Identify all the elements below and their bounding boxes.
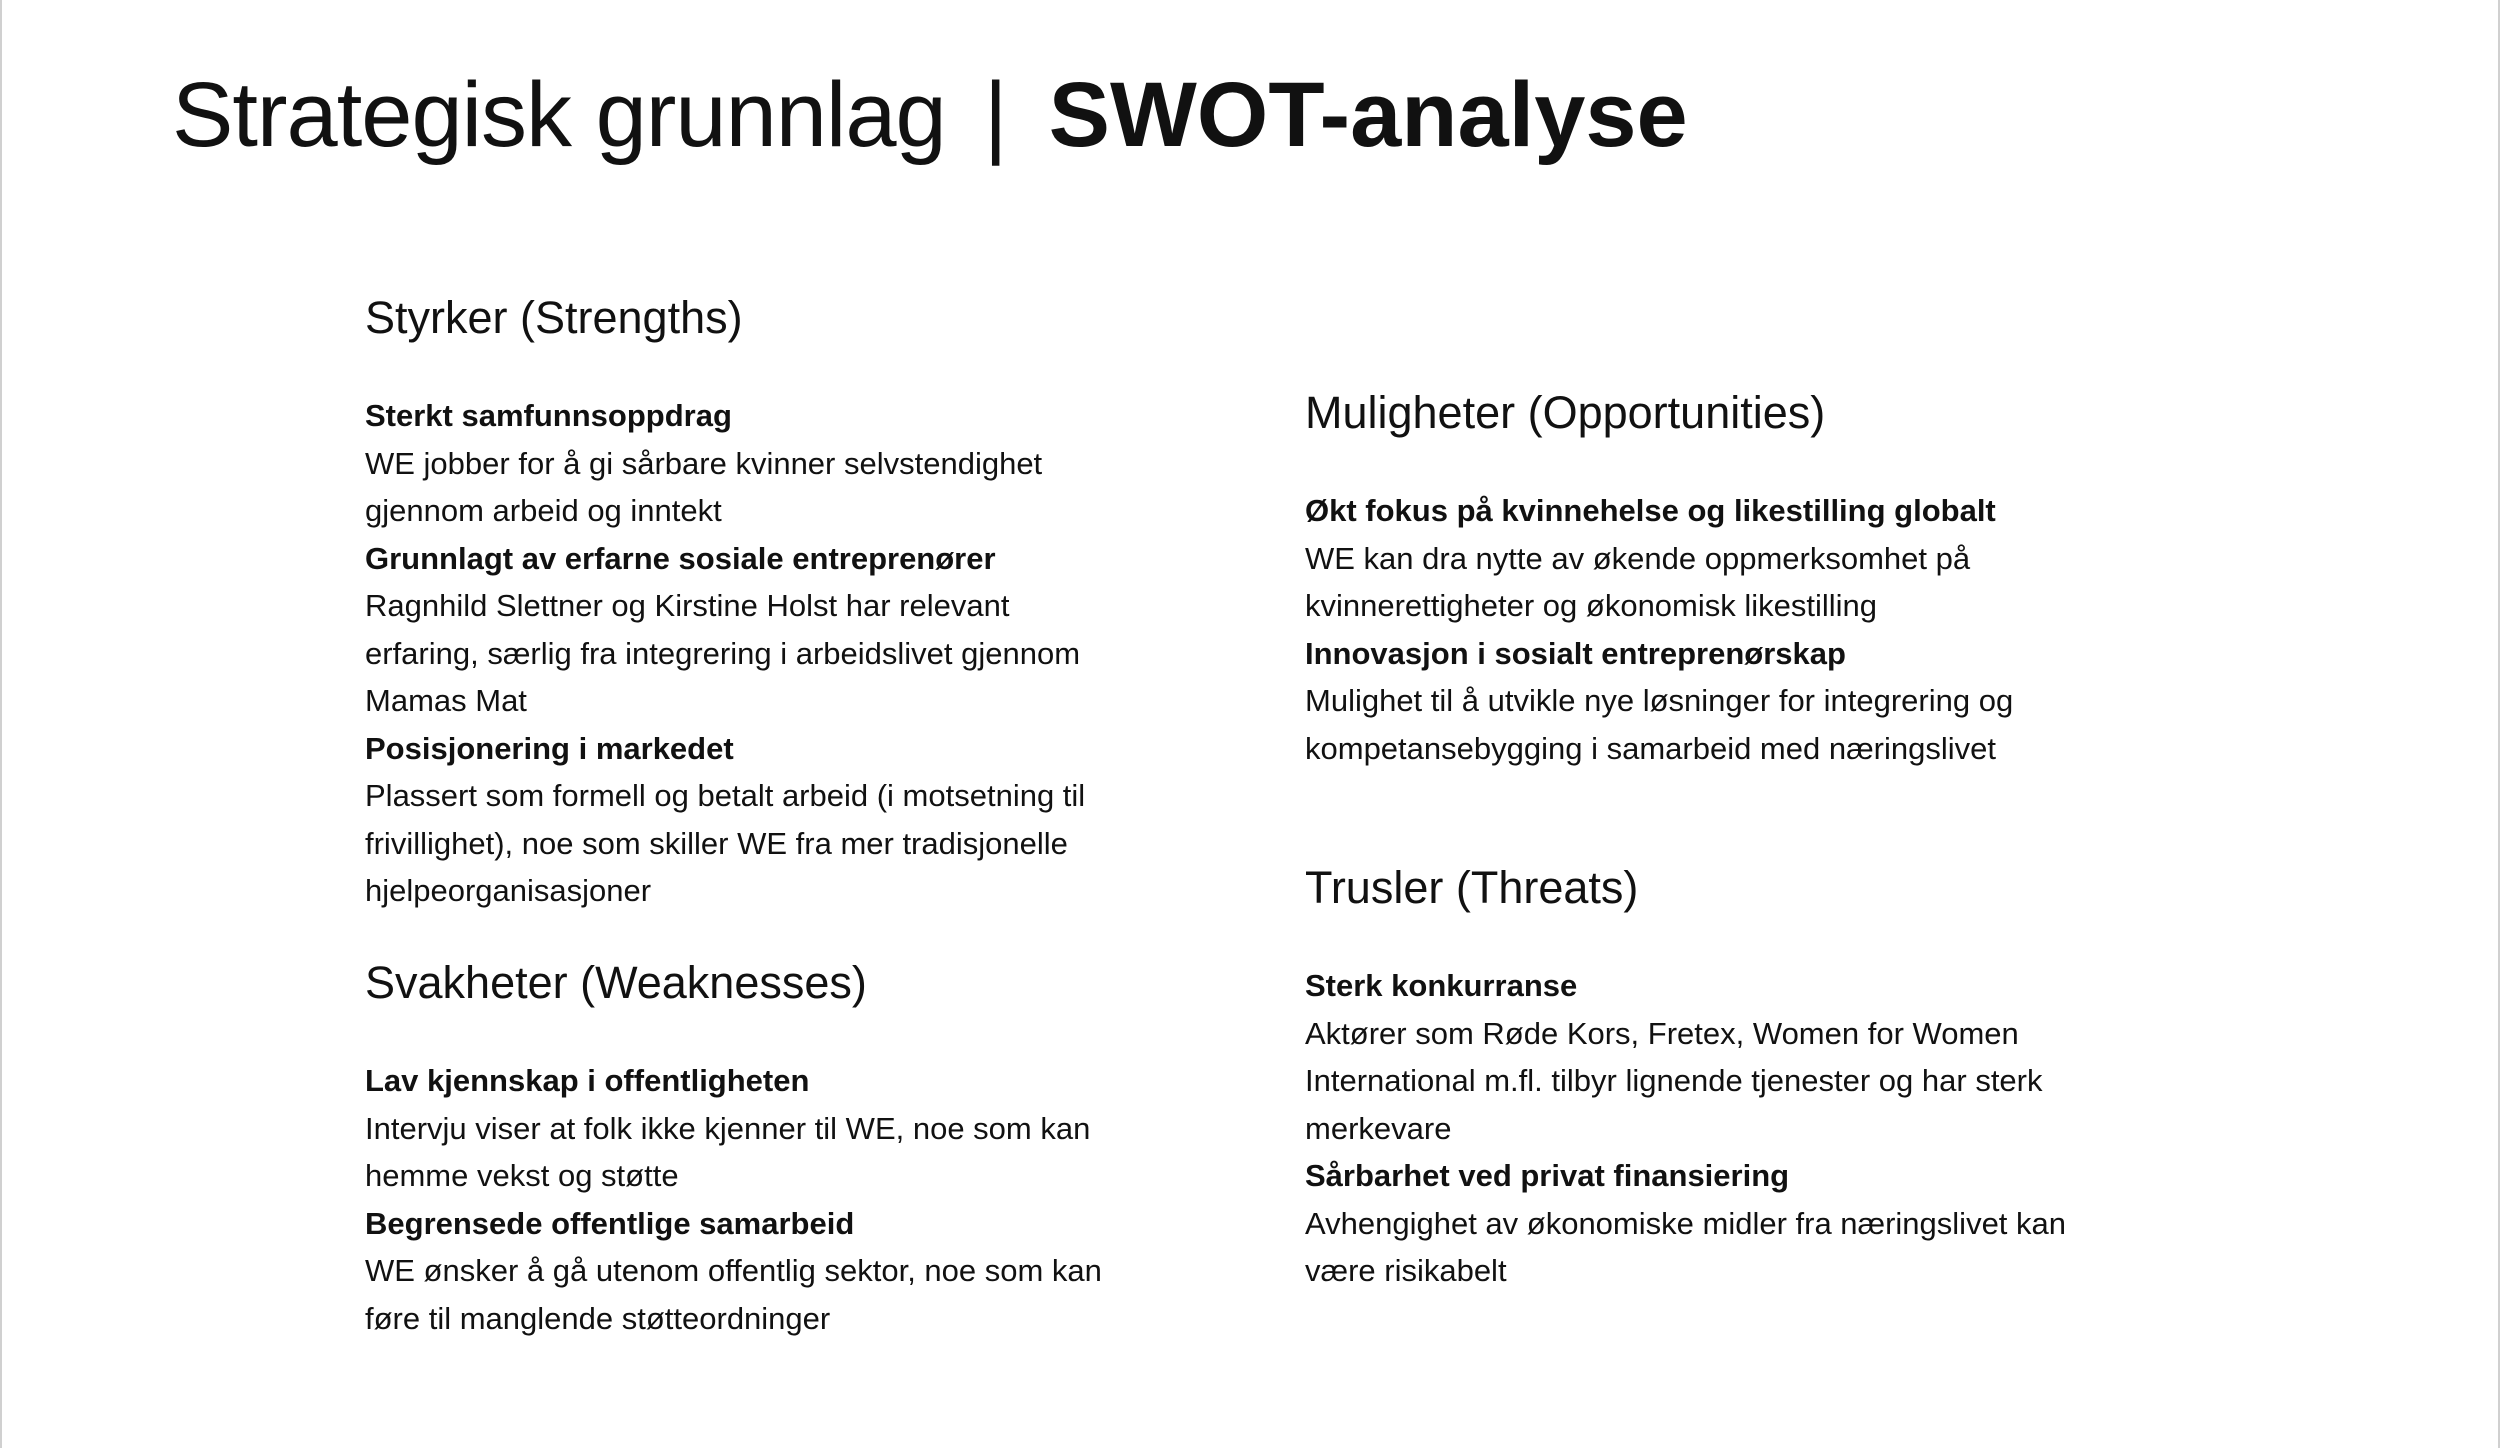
strengths-item bbox=[365, 725, 1185, 915]
opportunities-heading: Muligheter (Opportunities) bbox=[1305, 387, 1826, 438]
page-title-bold: SWOT-analyse bbox=[1048, 64, 1688, 166]
weaknesses-heading: Svakheter (Weaknesses) bbox=[365, 957, 867, 1008]
weaknesses-item-desc: Intervju viser at folk ikke kjenner til WE, noe som kan hemme vekst og støtte bbox=[365, 1110, 1091, 1193]
strengths-item-desc: Ragnhild Slettner og Kirstine Holst har relevant erfaring, særlig fra integrering i arbeidslivet gjennom Mamas Mat bbox=[365, 588, 1081, 718]
strengths-item-title: Sterkt samfunnsoppdrag bbox=[365, 398, 732, 433]
title-separator: | bbox=[983, 64, 1007, 166]
threats-item bbox=[1305, 1152, 2125, 1295]
threats-item bbox=[1305, 962, 2125, 1152]
strengths-item-title: Grunnlagt av erfarne sosiale entreprenører bbox=[365, 540, 996, 576]
weaknesses-item-title: Lav kjennskap i offentligheten bbox=[365, 1063, 810, 1098]
threats-item-desc: Aktører som Røde Kors, Fretex, Women for Women International m.fl. tilbyr lignende tjenester og har sterk merkevare bbox=[1305, 1015, 2043, 1146]
page-title-light: Strategisk grunnlag bbox=[172, 64, 946, 166]
opportunities-item bbox=[1305, 630, 2125, 773]
opportunities-item bbox=[1305, 487, 2125, 630]
opportunities-item-title: Økt fokus på kvinnehelse og likestilling globalt bbox=[1305, 493, 1996, 528]
strengths-item-title: Posisjonering i markedet bbox=[365, 730, 734, 766]
strengths-item-desc: WE jobber for å gi sårbare kvinner selvstendighet gjennom arbeid og inntekt bbox=[365, 445, 1043, 528]
threats-item-title: Sårbarhet ved privat finansiering bbox=[1305, 1158, 1790, 1193]
strengths-section bbox=[365, 290, 1185, 915]
threats-item-title: Sterk konkurranse bbox=[1305, 968, 1578, 1003]
threats-item-desc: Avhengighet av økonomiske midler fra næringslivet kan være risikabelt bbox=[1305, 1205, 2067, 1288]
weaknesses-item-title: Begrensede offentlige samarbeid bbox=[365, 1205, 855, 1241]
opportunities-item-desc: WE kan dra nytte av økende oppmerksomhet på kvinnerettigheter og økonomisk likestilling bbox=[1305, 540, 1971, 623]
strengths-item bbox=[365, 535, 1185, 725]
weaknesses-item bbox=[365, 1200, 1185, 1343]
strengths-item-desc: Plassert som formell og betalt arbeid (i motsetning til frivillighet), noe som skiller WE fra mer tradisjonelle hjelpeorganisasjoner bbox=[365, 778, 1086, 908]
weaknesses-section bbox=[365, 955, 1185, 1342]
opportunities-item-title: Innovasjon i sosialt entreprenørskap bbox=[1305, 635, 1846, 671]
weaknesses-item bbox=[365, 1057, 1185, 1200]
strengths-item bbox=[365, 392, 1185, 535]
threats-section bbox=[1305, 860, 2125, 1295]
threats-heading: Trusler (Threats) bbox=[1305, 862, 1639, 913]
page-title bbox=[172, 60, 1688, 170]
opportunities-item-desc: Mulighet til å utvikle nye løsninger for integrering og kompetansebygging i samarbeid med næringslivet bbox=[1305, 683, 2014, 766]
weaknesses-item-desc: WE ønsker å gå utenom offentlig sektor, noe som kan føre til manglende støtteordninger bbox=[365, 1253, 1102, 1336]
strengths-heading: Styrker (Strengths) bbox=[365, 292, 743, 343]
opportunities-section bbox=[1305, 385, 2125, 772]
